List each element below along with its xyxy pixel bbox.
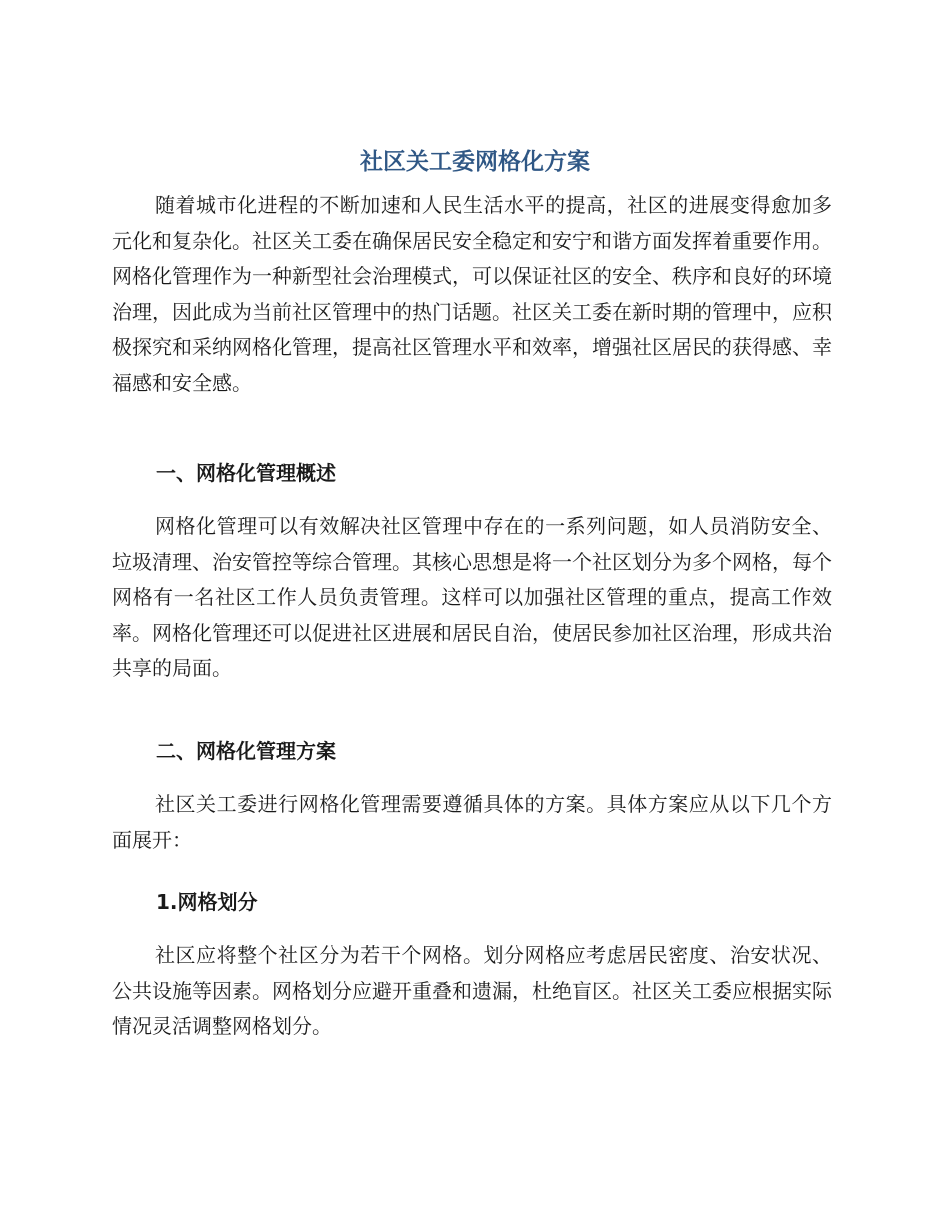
document-title: 社区关工委网格化方案 [360,149,590,175]
intro-paragraph: 随着城市化进程的不断加速和人民生活水平的提高，社区的进展变得愈加多元化和复杂化。社区关工委在确保居民安全稳定和安宁和谐方面发挥着重要作用。网格化管理作为一种新型社会治理模式，可以保证社区的安全、秩序和良好的环境治理，因此成为当前社区管理中的热门话题。社区关工委在新时期的管理中，应积极探究和采纳网格化管理，提高社区管理水平和效率，增强社区居民的获得感、幸福感和安全感。 [112,193,832,395]
section-1-heading: 一、网格化管理概述 [156,461,336,485]
subsection-1-paragraph: 社区应将整个社区分为若干个网格。划分网格应考虑居民密度、治安状况、公共设施等因素。网格划分应避开重叠和遗漏，杜绝盲区。社区关工委应根据实际情况灵活调整网格划分。 [112,943,832,1039]
subsection-1-heading: 1.网格划分 [156,890,258,914]
section-2-heading: 二、网格化管理方案 [156,739,336,763]
section-2-paragraph: 社区关工委进行网格化管理需要遵循具体的方案。具体方案应从以下几个方面展开： [112,792,832,852]
section-1-paragraph: 网格化管理可以有效解决社区管理中存在的一系列问题，如人员消防安全、垃圾清理、治安管控等综合管理。其核心思想是将一个社区划分为多个网格，每个网格有一名社区工作人员负责管理。这样可以加强社区管理的重点，提高工作效率。网格化管理还可以促进社区进展和居民自治，使居民参加社区治理，形成共治共享的局面。 [112,514,832,681]
